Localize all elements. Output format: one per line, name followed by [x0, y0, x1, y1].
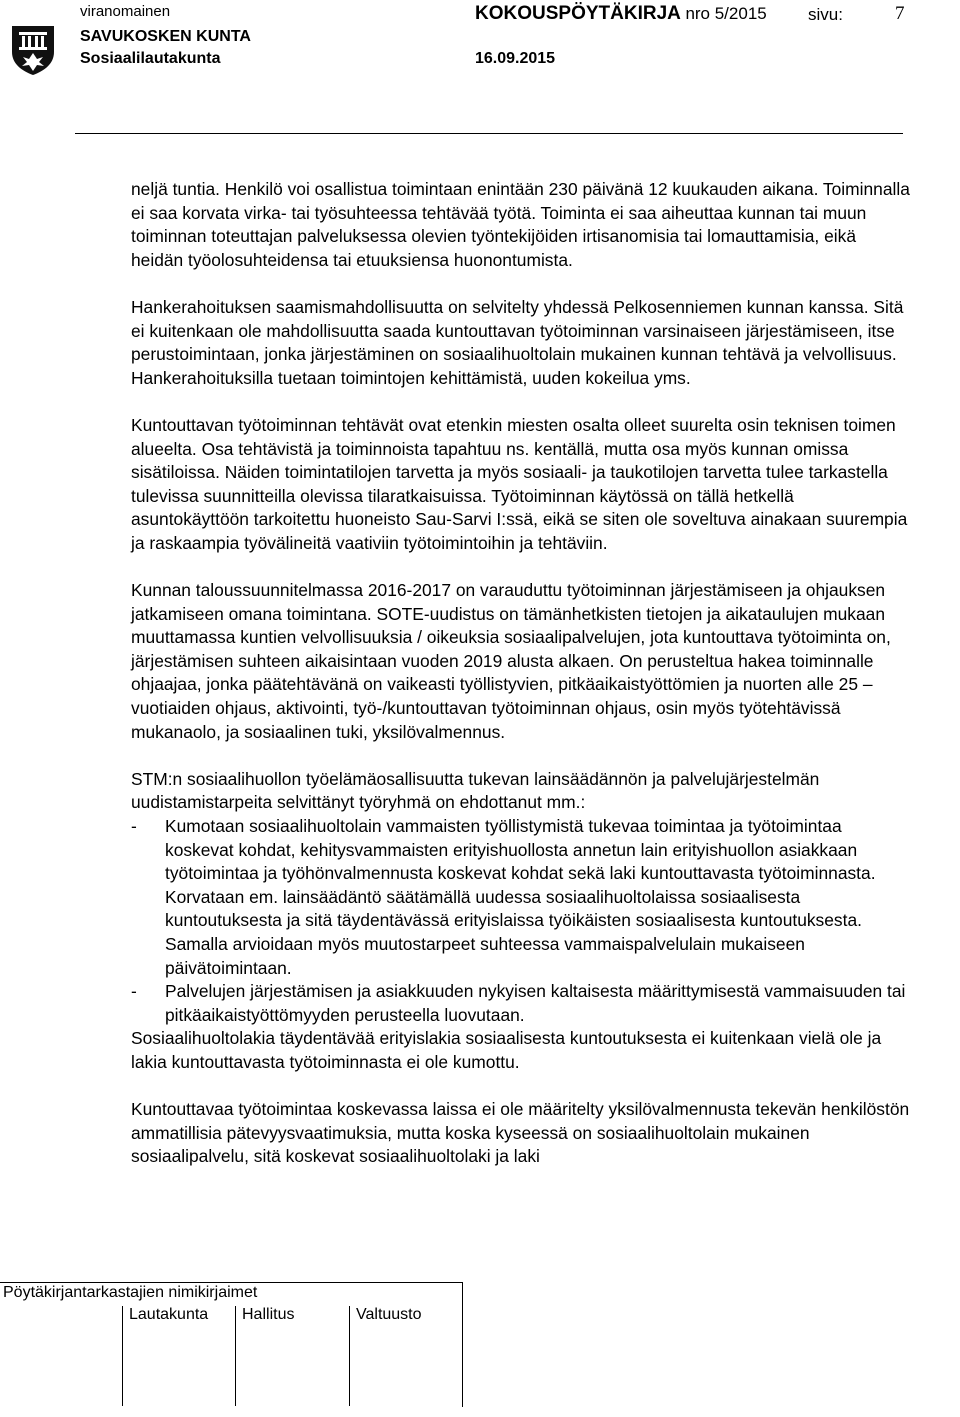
document-number: nro 5/2015	[685, 4, 767, 23]
initials-column-board	[122, 1306, 209, 1406]
paragraph-3: Kuntouttavan työtoiminnan tehtävät ovat etenkin miesten osalta olleet suurelta osin teknisen toimen alueelta. Osa tehtävistä ja toiminnoista tapahtuu ns. kentällä, mutta osa myös kunnan omissa sisätiloissa. Näiden toimintatilojen tarvetta ja myös sosiaali- ja taukotilojen tarvetta tulee tarkastella tulevissa suunnitteilla olevissa tilaratkaisuissa. Työtoiminnan käytössä on tällä hetkellä asuntokäyttöön tarkoitettu huoneisto Sau-Sarvi I:ssä, eikä se siten ole soveltuva ainakaan suurempia ja raskaampia työvälineitä vaativiin työtoimintoihin ja tehtäviin.	[131, 414, 908, 553]
municipality-name: SAVUKOSKEN KUNTA	[80, 28, 251, 45]
bullet-2-text: Palvelujen järjestämisen ja asiakkuuden nykyisen kaltaisesta määrittymisestä vammaisuuden tai pitkäaikaistyöttömyyden perusteella luovutaan.	[165, 981, 906, 1025]
document-type	[475, 3, 767, 25]
paragraph-6: Kuntouttavaa työtoimintaa koskevassa laissa ei ole määritelty yksilövalmennusta tekevän henkilöstön ammatillisia pätevyysvaatimuksia, mutta koska kyseessä on sosiaalihuoltolain mukainen sosiaalipalvelu, sitä koskevat sosiaalihuoltolaki ja laki	[131, 1099, 910, 1167]
bullet-dash: -	[131, 816, 137, 837]
header-divider	[75, 133, 903, 134]
column-label: Hallitus	[242, 1306, 295, 1323]
column-label: Valtuusto	[356, 1306, 422, 1323]
paragraph-2: Hankerahoituksen saamismahdollisuutta on selvitelty yhdessä Pelkosenniemen kunnan kanssa. Sitä ei kuitenkaan ole mahdollisuutta saada kuntouttavan työtoiminnan varsinaiseen järjestämiseen, itse perustoimintaan, jonka järjestäminen on sosiaalihuoltolain mukainen kunnan tehtävä ja velvollisuus. Hankerahoituksilla tuetaan toimintojen kehittämistä, uuden kokeilua yms.	[131, 296, 904, 388]
column-label: Lautakunta	[129, 1306, 209, 1323]
meeting-date: 16.09.2015	[475, 50, 556, 67]
paragraph-4: Kunnan taloussuunnitelmassa 2016-2017 on varauduttu työtoiminnan järjestämiseen ja ohjauksen jatkamiseen omana toimintana. SOTE-uudistus on tämänhetkisten tietojen ja aikataulujen mukaan muuttamassa kuntien velvollisuuksia / oikeuksia sosiaalipalvelujen, jota kuntouttava työtoiminta on, järjestämisen suhteen aikaisintaan vuoden 2019 alusta alkaen. On perusteltua hakea toiminnalle ohjaajaa, jonka päätehtävänä on vaikeasti työllistyvien, pitkäaikaistyöttömien ja nuorten alle 25 –vuotiaiden ohjaus, aktivointi, työ-/kuntouttavan työtoiminnan ohjaus, osin myös työtehtävissä mukanaolo, ja sosiaalinen tuki, yksilövalmennus.	[131, 580, 891, 742]
paragraph-1: neljä tuntia. Henkilö voi osallistua toimintaan enintään 230 päivänä 12 kuukauden aikana. Toiminnalla ei saa korvata virka- tai työsuhteessa tehtävää työtä. Toiminta ei saa aiheuttaa kunnan tai muun toiminnan toteuttajan palveluksessa olevien työntekijöiden irtisanomisia tai lomauttamisia, eikä heidän työolosuhteidensa tai etuuksiensa huonontumista.	[131, 179, 910, 270]
paragraph-5-intro: STM:n sosiaalihuollon työelämäosallisuutta tukevan lainsäädännön ja palvelujärjestelmän uudistamistarpeita selvittänyt työryhmä on ehdottanut mm.:	[131, 768, 820, 813]
bullet-1-text: Kumotaan sosiaalihuoltolain vammaisten työllistymistä tukevaa toimintaa ja työtoimintaa koskevat kohdat, kehitysvammaisten erityishuollosta annetun lain erityishuollon asiakkaan työtoimintaa ja työhönvalmennusta koskevat kohdat sekä laki kuntouttavasta työtoiminnasta. Korvataan em. lainsäädäntö säätämällä uudessa sosiaalihuoltolaissa sosiaalisesta kuntoutuksesta ja sitä täydentävässä erityislaissa työikäisten sosiaalisesta kuntoutuksesta. Samalla arvioidaan myös muutostarpeet suhteessa vammaispalvelulain mukaiseen päivätoimintaan.	[165, 816, 876, 978]
bullet-dash: -	[131, 981, 137, 1002]
committee-name: Sosiaalilautakunta	[80, 50, 221, 67]
paragraph-5-tail: Sosiaalihuoltolakia täydentävää erityislakia sosiaalisesta kuntoutuksesta ei kuitenkaan vielä ole ja lakia kuntouttavasta työtoiminnasta ei ole kumottu.	[131, 1028, 882, 1072]
list-item	[131, 980, 911, 1027]
list-item	[131, 815, 911, 980]
initials-column-government	[235, 1306, 295, 1406]
initials-label: Pöytäkirjantarkastajien nimikirjaimet	[3, 1284, 258, 1301]
page-label: sivu:	[808, 5, 843, 24]
document-body	[131, 178, 911, 1169]
municipal-coat-of-arms-icon	[10, 24, 56, 76]
document-status: viranomainen	[80, 3, 171, 20]
initials-column-council	[349, 1306, 422, 1406]
page-number: 7	[895, 3, 905, 24]
document-type-label: KOKOUSPÖYTÄKIRJA	[475, 3, 681, 24]
